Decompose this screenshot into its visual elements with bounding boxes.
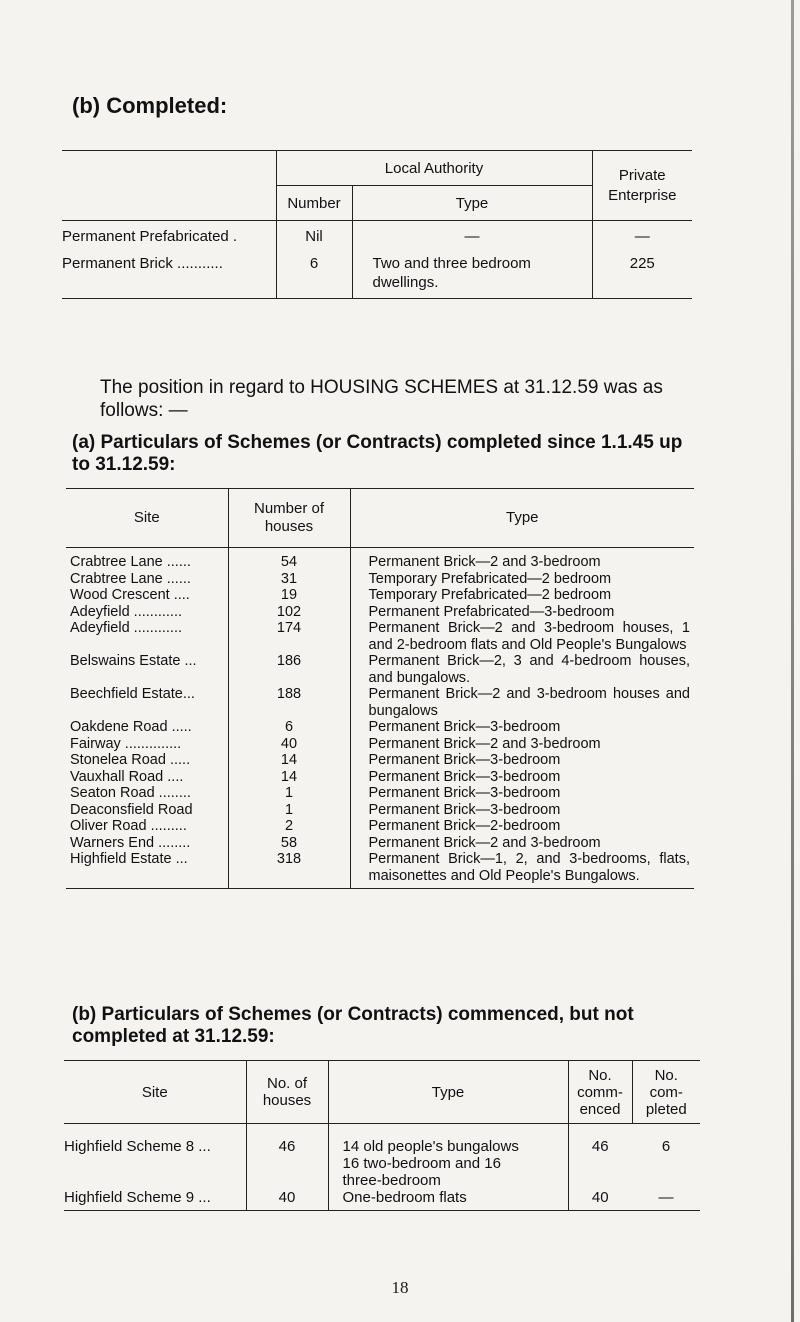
table-row [66, 851, 694, 889]
number-cell: 14 [228, 769, 350, 786]
site-cell: Adeyfield ............ [70, 620, 183, 636]
number-cell: 186 [228, 653, 350, 686]
table-row [66, 752, 694, 769]
type-cell: Permanent Prefabricated—3-bedroom [350, 604, 694, 621]
table-row [66, 818, 694, 835]
number-cell: 40 [228, 736, 350, 753]
row-private: — [592, 221, 692, 247]
number-cell: 102 [228, 604, 350, 621]
number-cell: 54 [228, 548, 350, 571]
type-cell: Permanent Brick—2 and 3-bedroom [350, 548, 694, 571]
page-edge-shadow [791, 0, 794, 1322]
houses-cell [246, 1155, 328, 1189]
row-number: 6 [276, 246, 352, 299]
type-cell: Permanent Brick—3-bedroom [350, 769, 694, 786]
completed-cell: — [632, 1189, 700, 1211]
header-no-of-houses: No. of houses [246, 1061, 328, 1124]
number-cell: 318 [228, 851, 350, 889]
type-cell: Temporary Prefabricated—2 bedroom [350, 587, 694, 604]
site-cell: Vauxhall Road .... [70, 768, 184, 785]
header-site: Site [66, 489, 228, 548]
row-number: Nil [276, 221, 352, 247]
site-cell: Beechfield Estate... [70, 686, 195, 702]
table-row [64, 1155, 700, 1189]
site-cell: Warners End ........ [70, 834, 191, 851]
heading-a: (a) Particulars of Schemes (or Contracts) completed since 1.1.45 up to 31.12.59: [72, 432, 683, 475]
number-cell: 1 [228, 802, 350, 819]
site-cell: Crabtree Lane ...... [70, 554, 191, 570]
header-number-of-houses: Number of houses [228, 489, 350, 548]
site-cell: Deaconsfield Road [70, 801, 193, 818]
header-site: Site [64, 1061, 246, 1124]
site-cell: Belswains Estate ... [70, 653, 197, 669]
type-cell: Permanent Brick—1, 2, and 3-bedrooms, flats, maisonettes and Old People's Bungalows. [350, 851, 694, 889]
site-cell: Highfield Scheme 9 ... [64, 1189, 246, 1211]
row-label: Permanent Prefabricated . [62, 228, 238, 245]
number-cell: 6 [228, 719, 350, 736]
type-cell: Permanent Brick—2 and 3-bedroom houses and bungalows [350, 686, 694, 719]
header-no-completed: No. com-pleted [632, 1061, 700, 1124]
type-cell: Permanent Brick—2 and 3-bedroom [350, 736, 694, 753]
completed-cell: 6 [661, 1138, 671, 1155]
type-cell: Permanent Brick—3-bedroom [350, 719, 694, 736]
table-row [66, 736, 694, 753]
table-row [66, 835, 694, 852]
position-text: The position in regard to HOUSING SCHEMES at 31.12.59 was as follows: — [100, 377, 663, 421]
table-row [66, 719, 694, 736]
table-row [62, 246, 692, 299]
commenced-cell: 40 [568, 1189, 632, 1211]
site-cell: Oliver Road ......... [70, 818, 187, 834]
type-cell: Temporary Prefabricated—2 bedroom [350, 571, 694, 588]
corner-empty-2 [62, 186, 276, 221]
table-row [66, 571, 694, 588]
type-cell: Permanent Brick—3-bedroom [350, 752, 694, 769]
site-cell: Fairway .............. [70, 735, 182, 752]
type-cell: Permanent Brick—3-bedroom [350, 802, 694, 819]
table-row [66, 802, 694, 819]
completed-table [62, 150, 692, 299]
table-row [66, 785, 694, 802]
completed-cell [632, 1155, 700, 1189]
header-local-authority: Local Authority [276, 151, 592, 186]
site-cell: Adeyfield ............ [70, 603, 183, 620]
number-cell: 58 [228, 835, 350, 852]
commenced-cell [568, 1155, 632, 1189]
type-cell: Permanent Brick—2 and 3-bedroom houses, 1 and 2-bedroom flats and Old People's Bungalows [350, 620, 694, 653]
number-cell: 1 [228, 785, 350, 802]
header-type: Type [328, 1061, 568, 1124]
site-cell: Oakdene Road ..... [70, 719, 192, 735]
site-cell: Wood Crescent .... [70, 587, 190, 603]
site-cell: Highfield Estate ... [66, 851, 228, 889]
header-type: Type [352, 186, 592, 221]
heading-completed: (b) Completed: [72, 93, 228, 118]
houses-cell: 40 [246, 1189, 328, 1211]
type-cell: Permanent Brick—2-bedroom [350, 818, 694, 835]
site-cell: Crabtree Lane ...... [70, 570, 191, 587]
number-cell: 174 [228, 620, 350, 653]
houses-cell: 46 [246, 1124, 328, 1156]
table-row [66, 653, 694, 686]
table-row [66, 620, 694, 653]
commenced-schemes-table [64, 1060, 700, 1211]
site-cell: Stonelea Road ..... [70, 752, 191, 768]
row-private: 225 [592, 246, 692, 299]
page-number: 18 [391, 1278, 409, 1297]
position-paragraph [100, 376, 700, 422]
completed-schemes-table [66, 488, 694, 889]
type-cell: Permanent Brick—2 and 3-bedroom [350, 835, 694, 852]
number-cell: 2 [228, 818, 350, 835]
corner-empty [62, 151, 276, 186]
type-cell: 16 two-bedroom and 16 three-bedroom [328, 1155, 568, 1189]
commenced-cell: 46 [568, 1124, 632, 1156]
table-row [62, 221, 692, 247]
number-cell: 14 [228, 752, 350, 769]
number-cell: 188 [228, 686, 350, 719]
row-type: Two and three bedroom dwellings. [352, 246, 592, 299]
header-type: Type [350, 489, 694, 548]
table-row [66, 769, 694, 786]
table-row [64, 1189, 700, 1211]
table-row [66, 686, 694, 719]
number-cell: 31 [228, 571, 350, 588]
table-row [66, 548, 694, 571]
header-private-enterprise: Private Enterprise [592, 151, 692, 221]
type-cell: Permanent Brick—2, 3 and 4-bedroom houses, and bungalows. [350, 653, 694, 686]
table-row [66, 587, 694, 604]
header-no-commenced: No. comm-enced [568, 1061, 632, 1124]
site-cell: Highfield Scheme 8 ... [64, 1138, 211, 1155]
header-number: Number [276, 186, 352, 221]
type-cell: Permanent Brick—3-bedroom [350, 785, 694, 802]
site-cell: Seaton Road ........ [70, 785, 191, 801]
table-row [66, 604, 694, 621]
table-row [64, 1124, 700, 1156]
type-cell: One-bedroom flats [328, 1189, 568, 1211]
heading-b: (b) Particulars of Schemes (or Contracts) commenced, but not completed at 31.12.59: [72, 1004, 634, 1047]
site-cell [64, 1155, 246, 1189]
row-type: — [352, 221, 592, 247]
type-cell: 14 old people's bungalows [328, 1124, 568, 1156]
number-cell: 19 [228, 587, 350, 604]
row-label: Permanent Brick ........... [62, 246, 276, 299]
